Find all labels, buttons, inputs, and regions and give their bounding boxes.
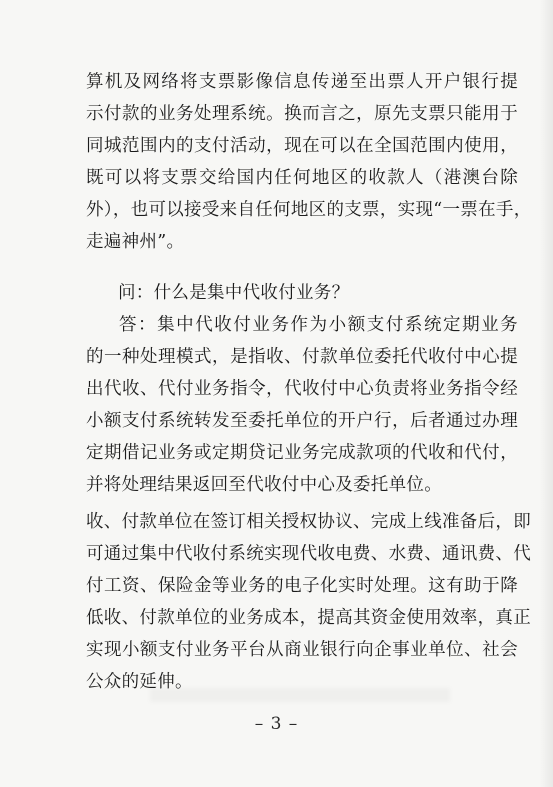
paragraph-line: 外），也可以接受来自任何地区的支票，实现“一票在手， (86, 200, 532, 220)
answer-line: 定期借记业务或定期贷记业务完成款项的代收和代付， (86, 443, 518, 463)
page-number: – 3 – (254, 714, 299, 734)
paragraph-line: 同城范围内的支付活动，现在可以在全国范围内使用， (86, 136, 518, 156)
paragraph-line: 收、付款单位在签订相关授权协议、完成上线准备后，即 (86, 512, 531, 532)
paragraph-line: 付工资、保险金等业务的电子化实时处理。这有助于降 (86, 576, 518, 596)
paragraph-line: 可通过集中代收付系统实现代收电费、水费、通讯费、代 (86, 544, 531, 564)
bleed-through-shadow (150, 688, 450, 702)
paragraph-line: 既可以将支票交给国内任何地区的收款人（港澳台除 (86, 168, 518, 188)
question-heading: 问：什么是集中代收付业务？ (118, 283, 350, 303)
paragraph-line: 低收、付款单位的业务成本，提高其资金使用效率，真正 (86, 608, 531, 628)
paragraph-line: 走遍神州”。 (86, 232, 185, 252)
paragraph-line: 示付款的业务处理系统。换而言之，原先支票只能用于 (86, 104, 518, 124)
paragraph-line: 实现小额支付业务平台从商业银行向企事业单位、社会 (86, 640, 518, 660)
paragraph-line: 公众的延伸。 (86, 672, 193, 692)
answer-line: 并将处理结果返回至代收付中心及委托单位。 (86, 475, 442, 495)
paragraph-line: 算机及网络将支票影像信息传递至出票人开户银行提 (86, 72, 518, 92)
answer-line: 的一种处理模式，是指收、付款单位委托代收付中心提 (86, 347, 518, 367)
answer-line: 答：集中代收付业务作为小额支付系统定期业务 (119, 315, 518, 335)
answer-line: 出代收、代付业务指令，代收付中心负责将业务指令经 (86, 379, 518, 399)
answer-line: 小额支付系统转发至委托单位的开户行，后者通过办理 (86, 411, 518, 431)
